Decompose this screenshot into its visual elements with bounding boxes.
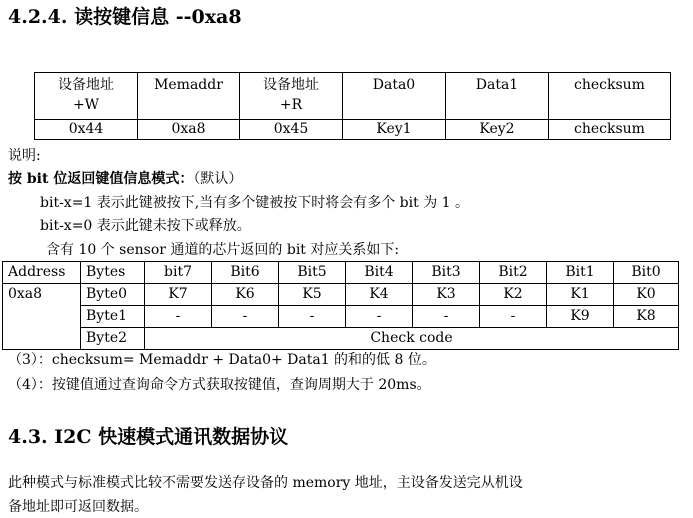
bit-cell: - [279, 306, 346, 328]
bit-cell: K0 [614, 284, 679, 306]
mode-default: （默认） [193, 171, 243, 187]
mode-title-text: 按 bit 位返回键值信息模式： [8, 171, 194, 187]
paragraph-line-1: 此种模式与标准模式比较不需要发送存设备的 memory 地址，主设备发送完从机设 [8, 475, 523, 491]
bit-cell: - [480, 306, 547, 328]
bit-cell: - [212, 306, 279, 328]
bit-cell: K9 [547, 306, 614, 328]
bit-cell: K7 [145, 284, 212, 306]
header-cell: Bit1 [547, 262, 614, 284]
header-cell: Data0 [343, 73, 446, 120]
header-cell: Memaddr [138, 73, 240, 120]
bit-cell: K5 [279, 284, 346, 306]
section-heading-4-2-4: 4.2.4. 读按键信息 --0xa8 [8, 6, 242, 28]
bit1-description: bit-x=1 表示此键被按下,当有多个键被按下时将会有多个 bit 为 1 。 [40, 195, 470, 211]
table-cell: Key2 [446, 120, 549, 140]
byte-cell: Byte1 [81, 306, 145, 328]
table-row [3, 284, 679, 306]
mode-title [8, 168, 242, 188]
header-cell: Address [3, 262, 81, 284]
bit-cell: - [346, 306, 413, 328]
table-cell: Key1 [343, 120, 446, 140]
bit-cell: K8 [614, 306, 679, 328]
table-cell: 0x44 [35, 120, 138, 140]
bit-cell: K2 [480, 284, 547, 306]
table-cell: 0x45 [240, 120, 343, 140]
bit-cell: K3 [413, 284, 480, 306]
header-cell: Bit0 [614, 262, 679, 284]
table-header-row [3, 262, 679, 284]
note-item-4: （4）：按键值通过查询命令方式获取按键值，查询周期大于 20ms。 [8, 377, 431, 393]
table-row [3, 328, 679, 350]
header-cell: Bit4 [346, 262, 413, 284]
table-row [3, 306, 679, 328]
note-item-3: （3）：checksum= Memaddr + Data0+ Data1 的和的低 8 位。 [8, 352, 436, 368]
table-row [35, 120, 671, 140]
table-header-row [35, 73, 671, 120]
paragraph-line-2: 备地址即可返回数据。 [8, 499, 148, 515]
header-cell: Bytes [81, 262, 145, 284]
check-code-cell: Check code [145, 328, 679, 350]
bit-cell: K4 [346, 284, 413, 306]
byte-cell: Byte0 [81, 284, 145, 306]
explain-label: 说明: [8, 148, 41, 164]
header-cell: 设备地址 +R [240, 73, 343, 120]
table-cell: 0xa8 [138, 120, 240, 140]
byte-cell: Byte2 [81, 328, 145, 350]
header-cell: 设备地址 +W [35, 73, 138, 120]
header-cell: checksum [549, 73, 671, 120]
header-cell: Bit3 [413, 262, 480, 284]
command-format-table [34, 72, 671, 140]
bit-mapping-intro: 含有 10 个 sensor 通道的芯片返回的 bit 对应关系如下: [46, 242, 400, 258]
bit-mapping-table [2, 261, 679, 350]
address-cell: 0xa8 [3, 284, 81, 350]
header-cell: Bit2 [480, 262, 547, 284]
bit-cell: - [413, 306, 480, 328]
header-cell: Bit5 [279, 262, 346, 284]
header-cell: Data1 [446, 73, 549, 120]
bit-cell: - [145, 306, 212, 328]
header-cell: bit7 [145, 262, 212, 284]
bit0-description: bit-x=0 表示此键未按下或释放。 [40, 218, 251, 234]
bit-cell: K1 [547, 284, 614, 306]
header-cell: Bit6 [212, 262, 279, 284]
bit-cell: K6 [212, 284, 279, 306]
table-cell: checksum [549, 120, 671, 140]
section-heading-4-3: 4.3. I2C 快速模式通讯数据协议 [8, 426, 289, 448]
